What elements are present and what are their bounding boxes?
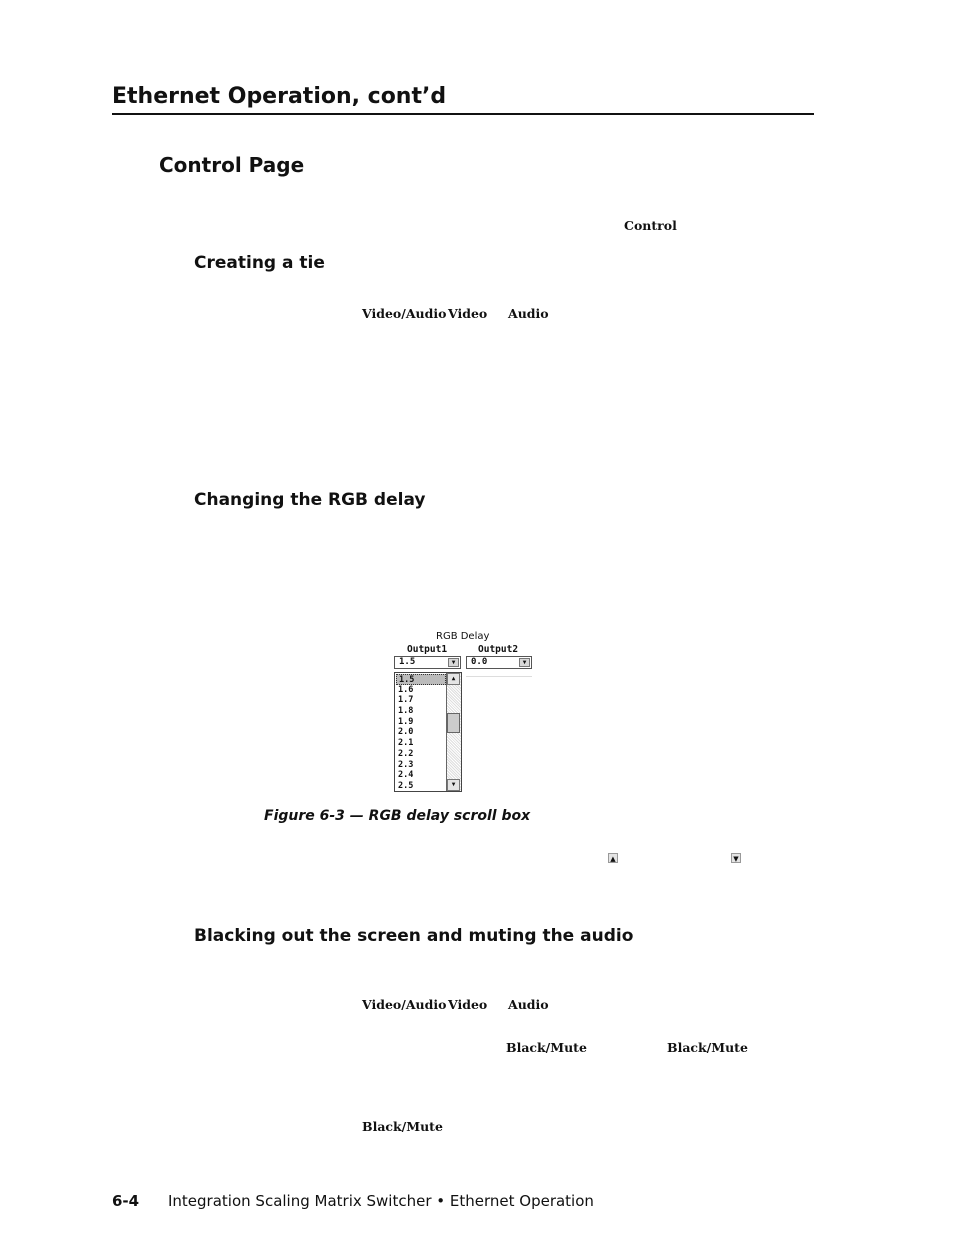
scroll-down-arrow-icon: ▼ [731, 853, 741, 863]
page-number: 6-4 [112, 1192, 140, 1210]
scroll-down-icon[interactable]: ▼ [447, 779, 460, 791]
audio-label: Audio [508, 306, 549, 321]
list-item[interactable]: 2.5 [398, 780, 414, 791]
video-label: Video [448, 306, 488, 321]
list-item[interactable]: 2.2 [398, 748, 414, 759]
rgb-delay-heading: Changing the RGB delay [194, 490, 426, 510]
page-title: Ethernet Operation, cont’d [112, 84, 447, 109]
list-item[interactable]: 1.8 [398, 706, 414, 717]
output1-value: 1.5 [399, 657, 416, 667]
scroll-up-icon[interactable]: ▲ [447, 673, 460, 685]
section-title: Control Page [159, 153, 305, 177]
list-item[interactable]: 1.7 [398, 695, 414, 706]
list-item[interactable]: 1.5 [396, 674, 446, 685]
video-audio-label: Video/Audio [362, 306, 447, 321]
control-tab-ref: Control [624, 218, 677, 233]
list-item[interactable]: 2.1 [398, 738, 414, 749]
blacking-heading: Blacking out the screen and muting the audio [194, 926, 634, 946]
chevron-down-icon[interactable]: ▼ [448, 658, 459, 667]
list-item[interactable]: 1.6 [398, 684, 414, 695]
creating-tie-heading: Creating a tie [194, 253, 325, 273]
output2-select[interactable] [466, 656, 532, 669]
rgb-delay-figure [390, 630, 540, 795]
figure-title: RGB Delay [436, 631, 490, 642]
scrollbar-thumb[interactable] [447, 713, 460, 733]
title-rule [112, 113, 814, 115]
output2-label: Output2 [478, 644, 519, 655]
figure-caption: Figure 6-3 — RGB delay scroll box [264, 808, 531, 824]
output2-value: 0.0 [471, 657, 488, 667]
output1-label: Output1 [407, 644, 448, 655]
divider [466, 676, 532, 677]
audio-label: Audio [508, 997, 549, 1012]
video-audio-label: Video/Audio [362, 997, 447, 1012]
output1-select[interactable] [394, 656, 461, 669]
list-item[interactable]: 2.4 [398, 770, 414, 781]
black-mute-label: Black/Mute [506, 1040, 587, 1055]
footer-text: Integration Scaling Matrix Switcher • Ethernet Operation [168, 1192, 594, 1210]
rgb-delay-listbox[interactable] [394, 672, 462, 792]
black-mute-label: Black/Mute [667, 1040, 748, 1055]
list-item[interactable]: 2.3 [398, 759, 414, 770]
black-mute-label: Black/Mute [362, 1119, 443, 1134]
list-item[interactable]: 1.9 [398, 716, 414, 727]
scroll-up-arrow-icon: ▲ [608, 853, 618, 863]
list-item[interactable]: 2.0 [398, 727, 414, 738]
scrollbar[interactable] [446, 673, 461, 791]
video-label: Video [448, 997, 488, 1012]
chevron-down-icon[interactable]: ▼ [519, 658, 530, 667]
